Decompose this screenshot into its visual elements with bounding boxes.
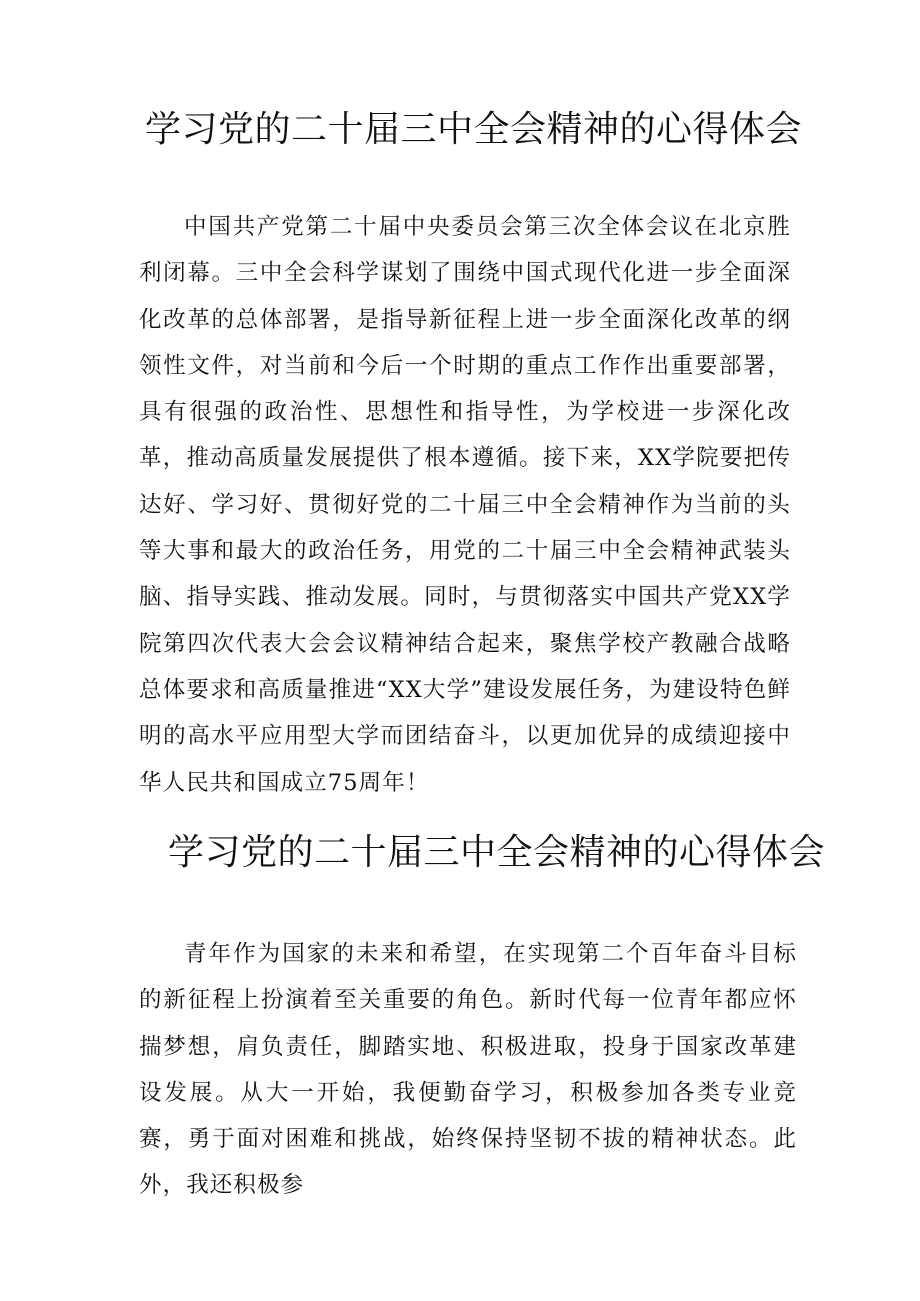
essay-section-1 [0, 102, 920, 806]
essay-title-2: 学习党的二十届三中全会精神的心得体会 [168, 832, 826, 873]
essay-section-2 [0, 825, 920, 1209]
essay-title-1: 学习党的二十届三中全会精神的心得体会 [145, 109, 803, 150]
essay-paragraph-2: 青年作为国家的未来和希望，在实现第二个百年奋斗目标的新征程上扮演着至关重要的角色。新时代每一位青年都应怀揣梦想，肩负责任，脚踏实地、积极进取，投身于国家改革建设发展。从大一开始，我便勤奋学习，积极参加各类专业竞赛，勇于面对困难和挑战，始终保持坚韧不拔的精神状态。此外，我还积极参 [139, 941, 797, 1199]
essay-paragraph-1: 中国共产党第二十届中央委员会第三次全体会议在北京胜利闭幕。三中全会科学谋划了围绕中国式现代化进一步全面深化改革的总体部署，是指导新征程上进一步全面深化改革的纲领性文件，对当前和今后一个时期的重点工作作出重要部署，具有很强的政治性、思想性和指导性，为学校进一步深化改革，推动高质量发展提供了根本遵循。接下来，XX学院要把传达好、学习好、贯彻好党的二十届三中全会精神作为当前的头等大事和最大的政治任务，用党的二十届三中全会精神武装头脑、指导实践、推动发展。同时，与贯彻落实中国共产党XX学院第四次代表大会会议精神结合起来，聚焦学校产教融合战略总体要求和高质量推进“XX大学”建设发展任务，为建设特色鲜明的高水平应用型大学而团结奋斗，以更加优异的成绩迎接中华人民共和国成立75周年！ [139, 214, 791, 796]
